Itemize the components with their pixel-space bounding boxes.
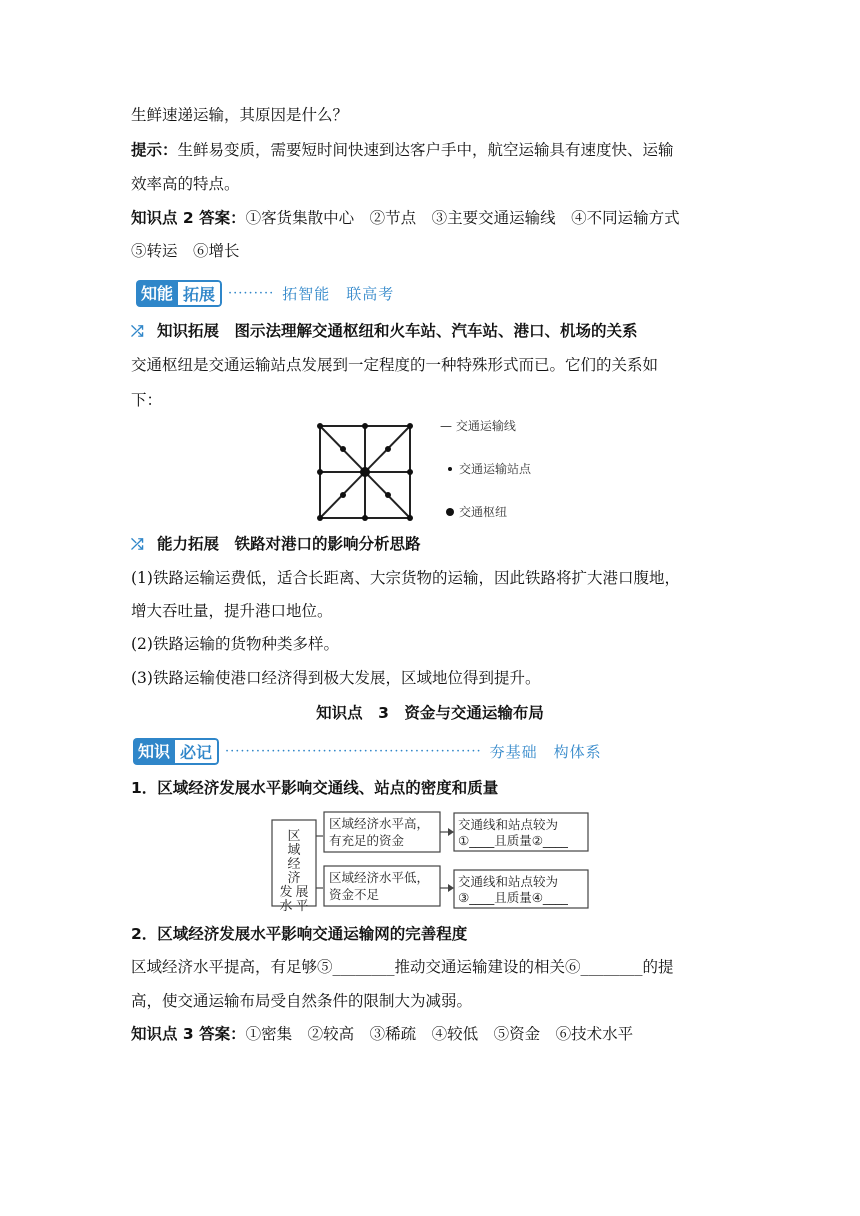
answer-2-text: ①客货集散中心 ②节点 ③主要交通运输线 ④不同运输方式 — [245, 209, 680, 227]
result-high-line-2: ①____且质量②____ — [458, 833, 568, 848]
legend-station-dot — [448, 467, 452, 471]
banner-ability-extension — [136, 280, 394, 307]
shuffle-icon: ⤮ — [131, 535, 144, 553]
result-high-line-1: 交通线和站点较为 — [458, 817, 559, 832]
banner-badge — [133, 738, 219, 765]
knowledge-point-3-title: 知识点 3 资金与交通运输布局 — [316, 704, 544, 722]
extension-1-para: 交通枢纽是交通运输站点发展到一定程度的一种特殊形式而已。它们的关系如 — [131, 356, 659, 374]
svg-text:平: 平 — [295, 899, 309, 914]
badge-part-a: 知能 — [136, 280, 178, 307]
low-economy-line-2: 资金不足 — [329, 887, 380, 902]
result-low-line-1: 交通线和站点较为 — [458, 874, 559, 889]
hub-diagram — [310, 416, 550, 526]
extension-2-item-1a: (1)铁路运输运费低，适合长距离、大宗货物的运输，因此铁路将扩大港口腹地， — [131, 569, 680, 587]
legend-line: — 交通运输线 — [440, 419, 516, 433]
answer-3-label: 知识点 3 答案： — [131, 1025, 246, 1043]
answer-3-line — [131, 1023, 633, 1045]
legend-hub: 交通枢纽 — [459, 505, 508, 519]
badge-part-b: 拓展 — [178, 280, 222, 307]
answer-2-label: 知识点 2 答案： — [131, 209, 246, 227]
extension-2-item-3: (3)铁路运输使港口经济得到极大发展，区域地位得到提升。 — [131, 669, 541, 687]
high-economy-line-1: 区域经济水平高， — [329, 816, 430, 831]
badge-part-a: 知识 — [133, 738, 175, 765]
legend-station: 交通运输站点 — [459, 462, 532, 476]
arrow-right-icon — [448, 884, 454, 892]
banner-badge — [136, 280, 222, 307]
question-tail: 生鲜速递运输，其原因是什么？ — [131, 106, 349, 124]
extension-1-para-2: 下： — [131, 391, 163, 409]
svg-text:经: 经 — [287, 857, 301, 872]
extension-2-title — [131, 533, 421, 555]
hint-line-1 — [131, 139, 674, 161]
svg-text:济: 济 — [287, 871, 301, 886]
svg-text:展: 展 — [295, 885, 309, 900]
extension-2-item-2: (2)铁路运输的货物种类多样。 — [131, 635, 339, 653]
svg-text:发: 发 — [279, 885, 293, 900]
hint-text: 生鲜易变质，需要短时间快速到达客户手中，航空运输具有速度快、运输 — [177, 141, 674, 159]
low-economy-line-1: 区域经济水平低， — [329, 870, 430, 885]
extension-1-title — [131, 320, 638, 342]
banner-must-remember — [133, 738, 602, 765]
high-economy-line-2: 有充足的资金 — [329, 833, 405, 848]
economy-flowchart — [268, 810, 598, 914]
result-low-line-2: ③____且质量④____ — [458, 890, 568, 905]
hub-point — [360, 467, 370, 477]
shuffle-icon: ⤮ — [131, 322, 144, 340]
hint-label: 提示： — [131, 141, 178, 159]
section-1-heading: 1．区域经济发展水平影响交通线、站点的密度和质量 — [131, 779, 499, 797]
section-2-para-1: 区域经济水平提高，有足够⑤________推动交通运输建设的相关⑥________的提 — [131, 958, 674, 976]
extension-2-item-1b: 增大吞吐量，提升港口地位。 — [131, 602, 333, 620]
answer-2-line-2: ⑤转运 ⑥增长 — [131, 242, 240, 260]
legend-hub-dot — [446, 508, 454, 516]
svg-text:水: 水 — [279, 899, 293, 914]
section-2-para-2: 高，使交通运输布局受自然条件的限制大为减弱。 — [131, 992, 473, 1010]
answer-3-text: ①密集 ②较高 ③稀疏 ④较低 ⑤资金 ⑥技术水平 — [245, 1025, 634, 1043]
arrow-right-icon — [448, 828, 454, 836]
extension-2-title-text: 能力拓展 铁路对港口的影响分析思路 — [157, 535, 421, 553]
hint-line-2: 效率高的特点。 — [131, 175, 240, 193]
svg-text:区: 区 — [287, 829, 301, 844]
svg-text:域: 域 — [287, 843, 301, 858]
answer-2-line-1 — [131, 207, 680, 229]
section-2-heading: 2．区域经济发展水平影响交通运输网的完善程度 — [131, 925, 468, 943]
banner-tag: 夯基础 构体系 — [489, 743, 602, 761]
banner-dots: ········· — [228, 286, 275, 301]
badge-part-b: 必记 — [175, 738, 219, 765]
banner-tag: 拓智能 联高考 — [282, 285, 395, 303]
banner-dots: ·················································· — [225, 744, 482, 759]
extension-1-title-text: 知识拓展 图示法理解交通枢纽和火车站、汽车站、港口、机场的关系 — [157, 322, 638, 340]
